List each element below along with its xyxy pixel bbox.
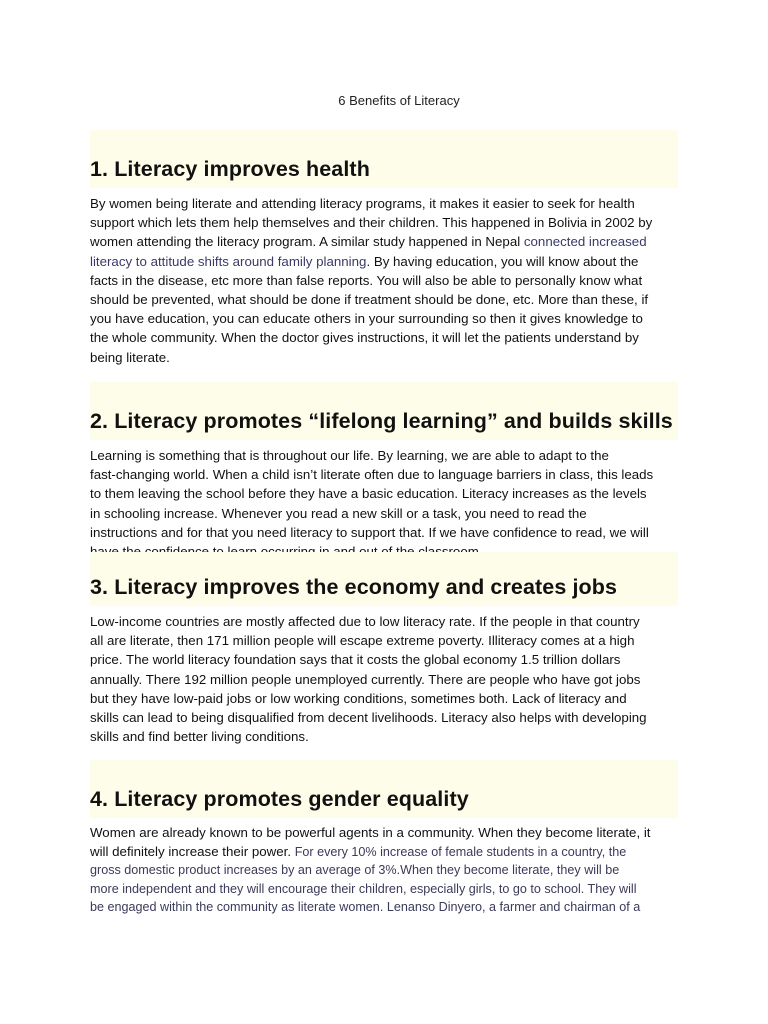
text-line: facts in the disease, etc more than false reports. You will also be able to personally know what: [90, 272, 643, 288]
text-line: should be prevented, what should be done if treatment should be done, etc. More than these, if: [90, 292, 649, 308]
study-link[interactable]: connected increased: [523, 234, 647, 250]
section-heading: 4. Literacy promotes gender equality: [90, 787, 469, 811]
text-segment-alt: For every 10% increase of female students in a country, the: [294, 844, 627, 859]
text-segment: . By having education, you will know about the: [366, 253, 639, 269]
text-line: in schooling increase. Whenever you read a new skill or a task, you need to read the: [90, 505, 587, 521]
text-segment-alt: gross domestic product increases by an average of 3%.When they become literate, they will be: [90, 863, 620, 878]
text-segment-alt: more independent and they will encourage their children, especially girls, to go to school. They will: [90, 881, 637, 896]
text-line: skills can lead to being disqualified from decent livelihoods. Literacy also helps with developing: [90, 710, 647, 726]
text-line: all are literate, then 171 million people will escape extreme poverty. Illiteracy comes at a high: [90, 633, 635, 649]
text-line: but they have low-paid jobs or low working conditions, sometimes both. Lack of literacy and: [90, 690, 627, 706]
text-line: [90, 232, 680, 251]
section-paragraph: [90, 824, 680, 917]
text-line: [90, 880, 680, 899]
text-line: skills and find better living conditions.: [90, 729, 309, 745]
text-line: price. The world literacy foundation says that it costs the global economy 1.5 trillion dollars: [90, 652, 621, 668]
text-line: Learning is something that is throughout our life. By learning, we are able to adapt to the: [90, 448, 609, 463]
text-line: support which lets them help themselves and their children. This happened in Bolivia in 2002 by: [90, 215, 653, 231]
text-line: [90, 843, 680, 862]
text-line: Low-income countries are mostly affected due to low literacy rate. If the people in that country: [90, 614, 640, 629]
text-line: Women are already known to be powerful agents in a community. When they become literate, it: [90, 825, 651, 840]
section-gender-equality: [90, 760, 678, 917]
heading-band: [90, 552, 678, 606]
text-line: By women being literate and attending literacy programs, it makes it easier to seek for health: [90, 196, 635, 211]
text-line: you have education, you can educate others in your surrounding so then it gives knowledge to: [90, 311, 643, 327]
section-paragraph: [90, 612, 680, 746]
section-health: [90, 130, 678, 367]
section-paragraph: [90, 194, 680, 367]
section-paragraph: [90, 446, 680, 561]
section-heading: 1. Literacy improves health: [90, 157, 370, 181]
section-heading: 3. Literacy improves the economy and creates jobs: [90, 575, 618, 599]
heading-band: [90, 130, 678, 188]
section-lifelong-learning: [90, 382, 678, 561]
text-line: annually. There 192 million people unemployed currently. There are people who have got jobs: [90, 671, 641, 687]
text-line: [90, 861, 680, 880]
heading-band: [90, 760, 678, 818]
text-line: being literate.: [90, 349, 170, 365]
text-segment: women attending the literacy program. A similar study happened in Nepal: [90, 234, 524, 250]
text-line: [90, 898, 680, 917]
text-line: fast-changing world. When a child isn’t literate often due to language barriers in class, this leads: [90, 467, 654, 483]
heading-band: [90, 382, 678, 440]
section-economy: [90, 552, 678, 746]
document-title: 6 Benefits of Literacy: [338, 93, 460, 108]
text-segment-alt: be engaged within the community as literate women. Lenanso Dinyero, a farmer and chairman of a: [90, 900, 641, 915]
text-segment: will definitely increase their power.: [90, 843, 295, 859]
section-heading: 2. Literacy promotes “lifelong learning” and builds skills: [90, 409, 673, 433]
text-line: to them leaving the school before they have a basic education. Literacy increases as the levels: [90, 486, 647, 502]
text-line: [90, 252, 680, 271]
text-line: the whole community. When the doctor gives instructions, it will let the patients understand by: [90, 330, 639, 346]
text-line: instructions and for that you need literacy to support that. If we have confidence to read, we will: [90, 524, 649, 540]
study-link-continued[interactable]: literacy to attitude shifts around family planning: [90, 253, 367, 269]
